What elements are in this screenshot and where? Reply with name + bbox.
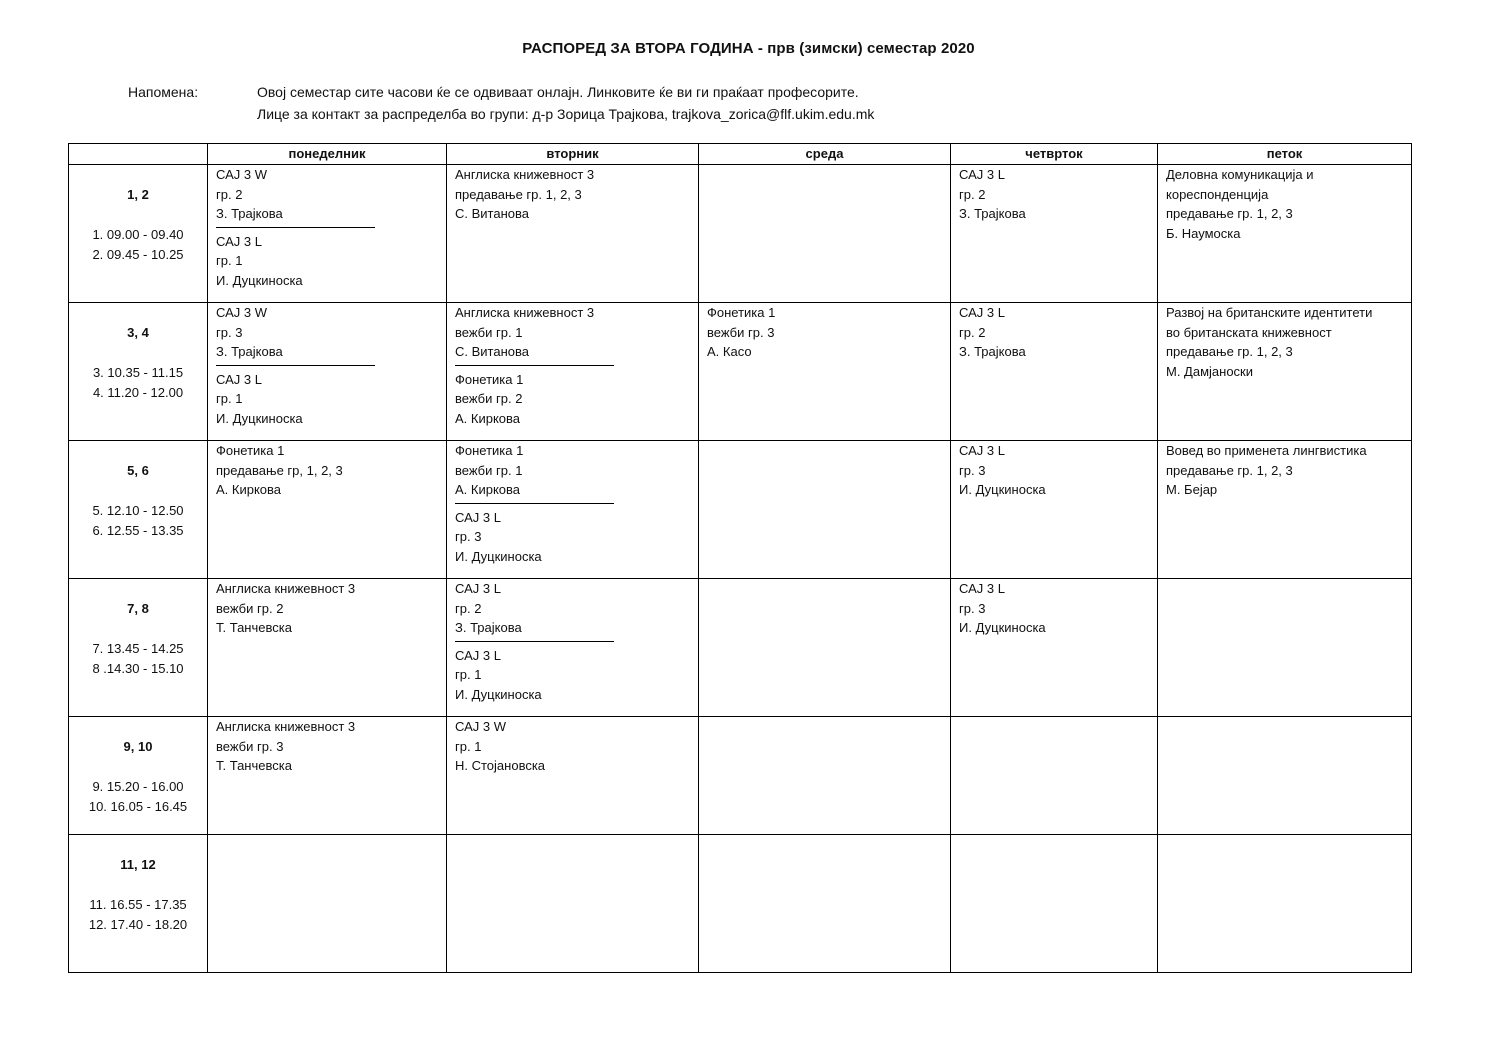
class-entry bbox=[216, 303, 438, 362]
class-entry-line: гр. 2 bbox=[959, 324, 986, 340]
slot-time: 6. 12.55 - 13.35 bbox=[92, 522, 184, 538]
class-cell bbox=[951, 717, 1158, 835]
class-cell bbox=[208, 165, 447, 303]
class-entry-line: предавање гр. 1, 2, 3 bbox=[1166, 206, 1293, 222]
class-entry bbox=[455, 508, 690, 567]
class-entry-line: Фонетика 1 bbox=[455, 443, 524, 458]
day-header: четврток bbox=[951, 144, 1158, 165]
class-entry-line: Фонетика 1 bbox=[455, 371, 524, 387]
class-entry-line: Вовед во применета лингвистика bbox=[1166, 443, 1367, 458]
class-entry bbox=[1166, 165, 1403, 243]
class-entry-line: гр. 1 bbox=[455, 667, 482, 683]
class-entry bbox=[216, 165, 438, 224]
class-entry-line: М. Бејар bbox=[1166, 482, 1218, 498]
time-slot-cell bbox=[69, 441, 208, 579]
slot-numbers: 11, 12 bbox=[120, 857, 156, 872]
class-cell bbox=[447, 579, 699, 717]
class-cell bbox=[447, 303, 699, 441]
class-entry-line: З. Трајкова bbox=[959, 206, 1026, 222]
class-entry-line: И. Дуцкиноска bbox=[455, 686, 542, 702]
slot-time: 8 .14.30 - 15.10 bbox=[92, 660, 184, 676]
class-cell bbox=[447, 835, 699, 973]
class-cell bbox=[951, 303, 1158, 441]
slot-times bbox=[69, 363, 207, 402]
class-entry-line: предавање гр. 1, 2, 3 bbox=[1166, 344, 1293, 360]
class-cell bbox=[699, 579, 951, 717]
day-header: среда bbox=[699, 144, 951, 165]
schedule-row bbox=[69, 579, 1412, 717]
slot-time: 3. 10.35 - 11.15 bbox=[92, 365, 184, 380]
class-cell bbox=[447, 441, 699, 579]
class-cell bbox=[699, 835, 951, 973]
class-entry-line: И. Дуцкиноска bbox=[959, 482, 1046, 498]
class-entry bbox=[216, 579, 438, 638]
class-cell bbox=[1158, 835, 1412, 973]
class-cell bbox=[1158, 717, 1412, 835]
class-entry bbox=[707, 303, 942, 362]
slot-time: 4. 11.20 - 12.00 bbox=[92, 384, 184, 400]
class-entry-line: гр. 3 bbox=[455, 529, 482, 545]
note-label: Напомена: bbox=[128, 84, 199, 100]
class-entry-line: САЈ 3 L bbox=[455, 647, 501, 663]
class-entry bbox=[455, 441, 690, 500]
class-cell bbox=[1158, 441, 1412, 579]
class-entry-line: З. Трајкова bbox=[455, 620, 522, 636]
class-cell bbox=[208, 835, 447, 973]
class-entry-line: предавање гр. 1, 2, 3 bbox=[1166, 462, 1293, 478]
class-entry bbox=[455, 303, 690, 362]
time-slot-cell bbox=[69, 303, 208, 441]
class-entry-line: во британската книжевност bbox=[1166, 324, 1332, 340]
class-entry bbox=[1166, 303, 1403, 381]
class-entry-line: гр. 2 bbox=[959, 186, 986, 202]
note-line: Овој семестар сите часови ќе се одвиваат онлајн. Линковите ќе ви ги праќаат професорите. bbox=[257, 84, 859, 100]
slot-numbers: 9, 10 bbox=[123, 739, 153, 754]
slot-times bbox=[69, 225, 207, 264]
class-entry-line: САЈ 3 L bbox=[959, 305, 1005, 320]
class-cell bbox=[208, 441, 447, 579]
schedule-row bbox=[69, 303, 1412, 441]
class-entry-line: предавање гр, 1, 2, 3 bbox=[216, 462, 343, 478]
class-entry bbox=[455, 717, 690, 776]
class-entry bbox=[216, 370, 438, 429]
class-entry-line: САЈ 3 L bbox=[216, 371, 262, 387]
class-separator bbox=[455, 641, 614, 642]
class-entry-line: А. Киркова bbox=[216, 482, 282, 498]
slot-time: 10. 16.05 - 16.45 bbox=[88, 798, 188, 814]
class-entry-line: С. Витанова bbox=[455, 344, 529, 360]
class-entry bbox=[216, 441, 438, 500]
class-separator bbox=[216, 227, 375, 228]
class-cell bbox=[699, 717, 951, 835]
page-title: РАСПОРЕД ЗА ВТОРА ГОДИНА - прв (зимски) семестар 2020 bbox=[522, 40, 975, 57]
class-entry-line: кореспонденција bbox=[1166, 186, 1269, 202]
class-cell bbox=[951, 165, 1158, 303]
class-entry-line: И. Дуцкиноска bbox=[455, 548, 542, 564]
class-entry-line: Б. Наумоска bbox=[1166, 225, 1241, 241]
time-slot-cell bbox=[69, 835, 208, 973]
class-entry-line: вежби гр. 1 bbox=[455, 462, 523, 478]
class-entry-line: А. Киркова bbox=[455, 482, 521, 498]
class-cell bbox=[208, 717, 447, 835]
class-cell bbox=[951, 835, 1158, 973]
class-entry-line: САЈ 3 L bbox=[959, 443, 1005, 458]
class-entry-line: вежби гр. 1 bbox=[455, 324, 523, 340]
class-entry-line: Т. Танчевска bbox=[216, 758, 292, 774]
class-entry-line: А. Киркова bbox=[455, 410, 521, 426]
class-entry-line: Фонетика 1 bbox=[707, 305, 776, 320]
class-entry-line: М. Дамјаноски bbox=[1166, 363, 1254, 379]
class-entry-line: Деловна комуникација и bbox=[1166, 167, 1314, 182]
class-entry-line: Англиска книжевност 3 bbox=[216, 719, 356, 734]
day-header: вторник bbox=[447, 144, 699, 165]
class-cell bbox=[699, 303, 951, 441]
class-entry-line: гр. 1 bbox=[216, 391, 243, 407]
schedule-row bbox=[69, 835, 1412, 973]
slot-numbers: 5, 6 bbox=[127, 463, 149, 478]
slot-numbers: 7, 8 bbox=[127, 601, 149, 616]
slot-time: 2. 09.45 - 10.25 bbox=[92, 246, 184, 262]
class-entry-line: САЈ 3 L bbox=[455, 581, 501, 596]
corner-header-cell bbox=[69, 144, 208, 165]
class-entry-line: гр. 3 bbox=[959, 600, 986, 616]
time-slot-cell bbox=[69, 717, 208, 835]
class-entry bbox=[455, 165, 690, 224]
class-entry bbox=[216, 717, 438, 776]
schedule-body bbox=[69, 165, 1412, 973]
class-entry-line: Н. Стојановска bbox=[455, 758, 546, 774]
time-slot-cell bbox=[69, 165, 208, 303]
class-entry-line: вежби гр. 3 bbox=[707, 324, 775, 340]
class-entry-line: З. Трајкова bbox=[216, 344, 283, 360]
class-entry-line: З. Трајкова bbox=[216, 206, 283, 222]
class-entry bbox=[959, 303, 1149, 362]
note-line: Лице за контакт за распределба во групи: д-р Зорица Трајкова, trajkova_zorica@flf.ukim.edu.mk bbox=[257, 106, 875, 122]
class-entry-line: САЈ 3 L bbox=[959, 581, 1005, 596]
schedule-row bbox=[69, 441, 1412, 579]
slot-time: 9. 15.20 - 16.00 bbox=[92, 779, 184, 794]
class-entry-line: И. Дуцкиноска bbox=[959, 620, 1046, 636]
class-cell bbox=[951, 579, 1158, 717]
class-entry-line: САЈ 3 W bbox=[455, 719, 506, 734]
day-header: петок bbox=[1158, 144, 1412, 165]
class-entry-line: вежби гр. 2 bbox=[216, 600, 284, 616]
class-cell bbox=[208, 579, 447, 717]
class-entry-line: гр. 1 bbox=[455, 738, 482, 754]
slot-time: 11. 16.55 - 17.35 bbox=[89, 897, 187, 912]
class-cell bbox=[1158, 579, 1412, 717]
class-cell bbox=[1158, 303, 1412, 441]
header-row bbox=[69, 144, 1412, 165]
slot-times bbox=[69, 895, 207, 934]
slot-time: 12. 17.40 - 18.20 bbox=[88, 916, 188, 932]
class-cell bbox=[1158, 165, 1412, 303]
class-entry-line: САЈ 3 L bbox=[455, 509, 501, 525]
class-cell bbox=[208, 303, 447, 441]
class-entry-line: С. Витанова bbox=[455, 206, 529, 222]
class-entry-line: САЈ 3 W bbox=[216, 167, 267, 182]
class-entry-line: Англиска книжевност 3 bbox=[455, 305, 595, 320]
class-entry bbox=[959, 165, 1149, 224]
schedule-table bbox=[68, 143, 1412, 973]
class-entry bbox=[216, 232, 438, 291]
class-entry-line: вежби гр. 3 bbox=[216, 738, 284, 754]
class-entry-line: Фонетика 1 bbox=[216, 443, 285, 458]
class-cell bbox=[447, 165, 699, 303]
class-cell bbox=[699, 441, 951, 579]
class-cell bbox=[699, 165, 951, 303]
class-entry-line: гр. 2 bbox=[455, 600, 482, 616]
class-entry-line: САЈ 3 L bbox=[959, 167, 1005, 182]
slot-time: 5. 12.10 - 12.50 bbox=[92, 503, 184, 518]
class-entry-line: А. Касо bbox=[707, 344, 752, 360]
class-entry-line: гр. 3 bbox=[959, 462, 986, 478]
slot-time: 7. 13.45 - 14.25 bbox=[92, 641, 184, 656]
class-entry bbox=[1166, 441, 1403, 500]
schedule-row bbox=[69, 165, 1412, 303]
class-entry-line: САЈ 3 L bbox=[216, 233, 262, 249]
slot-numbers: 3, 4 bbox=[127, 325, 149, 340]
slot-times bbox=[69, 639, 207, 678]
class-entry bbox=[455, 646, 690, 705]
schedule-row bbox=[69, 717, 1412, 835]
slot-numbers: 1, 2 bbox=[127, 187, 149, 202]
slot-time: 1. 09.00 - 09.40 bbox=[92, 227, 184, 242]
class-separator bbox=[455, 365, 614, 366]
class-entry-line: Т. Танчевска bbox=[216, 620, 292, 636]
class-entry-line: И. Дуцкиноска bbox=[216, 410, 303, 426]
class-entry-line: Англиска книжевност 3 bbox=[455, 167, 595, 182]
class-entry-line: Англиска книжевност 3 bbox=[216, 581, 356, 596]
class-entry-line: САЈ 3 W bbox=[216, 305, 267, 320]
day-header: понеделник bbox=[208, 144, 447, 165]
class-separator bbox=[455, 503, 614, 504]
class-entry-line: вежби гр. 2 bbox=[455, 391, 523, 407]
time-slot-cell bbox=[69, 579, 208, 717]
class-entry bbox=[959, 579, 1149, 638]
class-entry-line: гр. 1 bbox=[216, 253, 243, 269]
slot-times bbox=[69, 501, 207, 540]
class-cell bbox=[951, 441, 1158, 579]
class-cell bbox=[447, 717, 699, 835]
class-entry bbox=[959, 441, 1149, 500]
class-entry-line: Развој на британските идентитети bbox=[1166, 305, 1373, 320]
class-entry-line: гр. 3 bbox=[216, 324, 243, 340]
class-entry-line: гр. 2 bbox=[216, 186, 243, 202]
class-separator bbox=[216, 365, 375, 366]
class-entry bbox=[455, 579, 690, 638]
class-entry-line: З. Трајкова bbox=[959, 344, 1026, 360]
class-entry bbox=[455, 370, 690, 429]
class-entry-line: И. Дуцкиноска bbox=[216, 272, 303, 288]
class-entry-line: предавање гр. 1, 2, 3 bbox=[455, 186, 582, 202]
slot-times bbox=[69, 777, 207, 816]
